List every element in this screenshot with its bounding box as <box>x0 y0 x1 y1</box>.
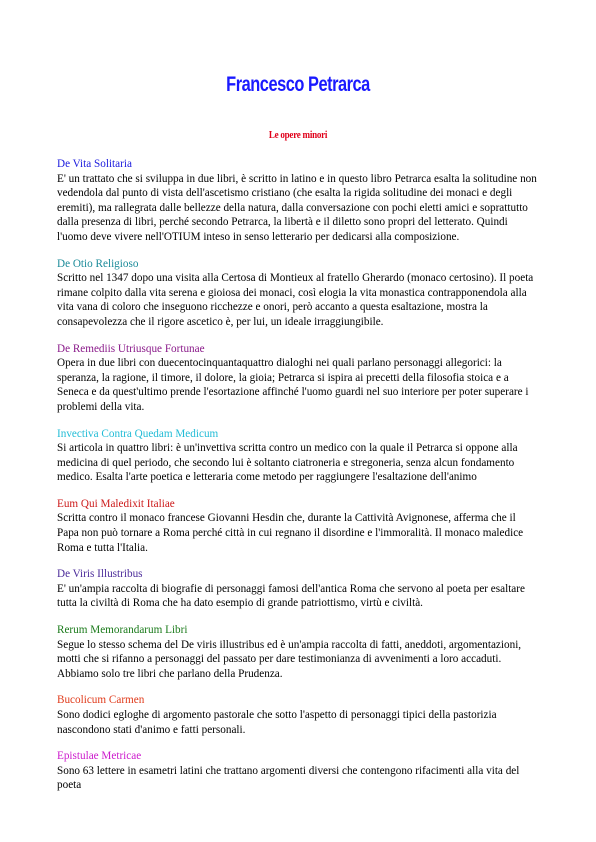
section-text: E' un'ampia raccolta di biografie di personaggi famosi dell'antica Roma che servono al poeta per esaltare tutta la civiltà di Roma che ha dato esempio di grande patriottismo, virtù e civiltà. <box>57 582 525 610</box>
section-heading: De Vita Solitaria <box>57 158 132 170</box>
section-bucolicum-carmen <box>57 693 539 737</box>
section-invectiva <box>57 427 539 485</box>
section-heading: De Remediis Utriusque Fortunae <box>57 342 205 355</box>
section-text: Scritto nel 1347 dopo una visita alla Certosa di Montieux al fratello Gherardo (monaco certosino). Il poeta rimane colpito dalla vita serena e gioiosa dei monaci, così elogia la vita monastica contrapponendola alla vita vana di coloro che inseguono ricchezze e onori, però accanto a questa esaltazione, mostra la consapevolezza che il rigore ascetico è, per lui, un ideale irraggiungibile. <box>57 272 534 328</box>
section-de-remediis <box>57 342 539 415</box>
section-text: Sono dodici egloghe di argomento pastorale che sotto l'aspetto di personaggi tipici della pastorizia nascondono stati d'animo e fatti personali. <box>57 709 497 736</box>
section-text: Opera in due libri con duecentocinquantaquattro dialoghi nei quali parlano personaggi allegorici: la speranza, la ragione, il timore, il dolore, la gioia; Petrarca si ispira ai precetti della filosofia stoica e a Seneca e da quest'ultimo prende l'esortazione affinché l'uomo guardi nel suo interiore per poter superare i problemi della vita. <box>57 357 529 413</box>
section-de-otio-religioso <box>57 257 539 330</box>
section-heading: Bucolicum Carmen <box>57 694 145 707</box>
section-text: Segue lo stesso schema del De viris illustribus ed è un'ampia raccolta di fatti, aneddoti, argomentazioni, motti che si rifanno a personaggi del passato per dare testimonianza di avvenimenti a loro accaduti. Abbiamo solo tre libri che parlano della Prudenza. <box>57 638 522 680</box>
section-text: Scritta contro il monaco francese Giovanni Hesdin che, durante la Cattività Avignonese, afferma che il Papa non può tornare a Roma perché città in cui regnano il disordine e l'immoralità. Il monaco maledice Roma e tutta l'Italia. <box>57 512 524 554</box>
section-epistulae-metricae <box>57 749 539 793</box>
page-title: Francesco Petrarca <box>226 73 370 96</box>
section-de-vita-solitaria <box>57 157 539 245</box>
section-heading: De Viris Illustribus <box>57 568 143 581</box>
section-rerum-memorandarum <box>57 623 539 681</box>
section-heading: Eum Qui Maledixit Italiae <box>57 497 175 510</box>
section-heading: Rerum Memorandarum Libri <box>57 624 188 637</box>
section-de-viris-illustribus <box>57 567 539 611</box>
section-eum-qui-maledixit <box>57 497 539 555</box>
section-text: Sono 63 lettere in esametri latini che trattano argomenti diversi che contengono rifacimenti alla vita del poeta <box>57 764 520 792</box>
page-subtitle: Le opere minori <box>268 129 328 141</box>
section-heading: Epistulae Metricae <box>57 750 142 763</box>
section-heading: Invectiva Contra Quedam Medicum <box>57 427 219 440</box>
section-text: Si articola in quattro libri: è un'invettiva scritta contro un medico con la quale il Petrarca si oppone alla medicina di quel periodo, che secondo lui è soltanto ciatroneria e stregoneria, senza alcun fondamento medico. Esalta l'arte poetica e letteraria come metodo per raggiungere l'esaltazione dell'animo <box>57 442 518 484</box>
section-text: E' un trattato che si sviluppa in due libri, è scritto in latino e in questo libro Petrarca esalta la solitudine non vedendola dal punto di vista dell'ascetismo cristiano (che esalta la rigida solitudine dei monaci e degli eremiti), ma rallegrata dalle bellezze della natura, dalla conversazione con pochi eletti amici e soprattutto dalla presenza di libri, perché secondo Petrarca, la libertà e il diletto sono propri del letterato. Quindi l'uomo deve vivere nell'OTIUM inteso in senso letterario per dedicarsi alla composizione. <box>57 172 537 243</box>
section-heading: De Otio Religioso <box>57 257 139 270</box>
document-body <box>57 157 539 805</box>
